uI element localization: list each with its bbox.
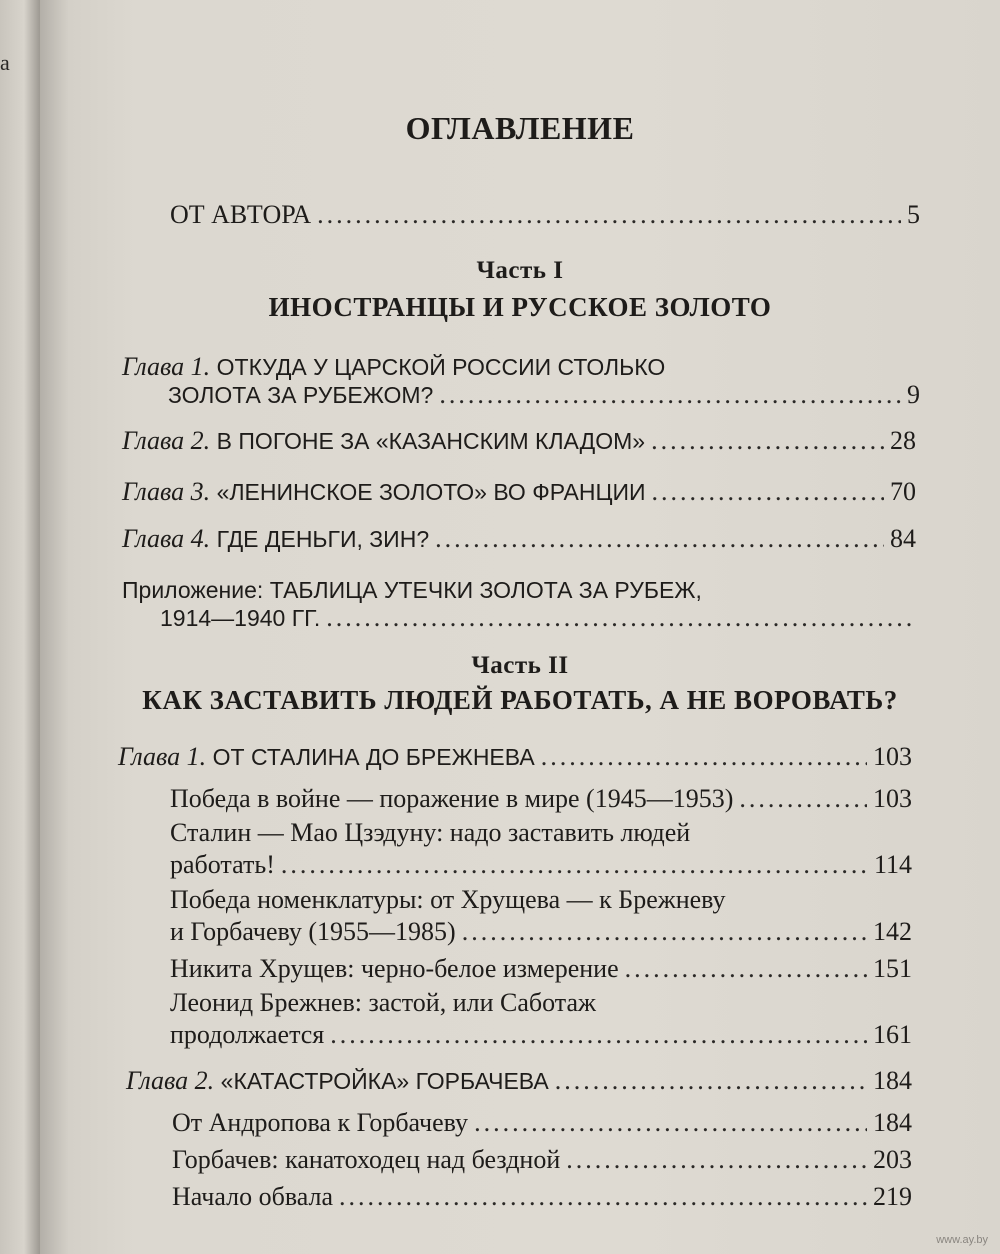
part-2-number: Часть II: [471, 652, 569, 679]
chapter-number: Глава 2.: [122, 426, 211, 455]
dot-leader: [339, 1182, 867, 1212]
toc-section-label: От Андропова к Горбачеву: [172, 1108, 469, 1137]
page-number: 5: [907, 200, 920, 229]
page-number: 114: [873, 850, 912, 879]
page-number: 184: [873, 1108, 912, 1137]
toc-entry-label: ЗОЛОТА ЗА РУБЕЖОМ?: [168, 382, 434, 408]
page-number: 203: [873, 1145, 912, 1174]
page-title: ОГЛАВЛЕНИЕ: [405, 110, 635, 146]
toc-section-label: Начало обвала: [172, 1182, 334, 1211]
toc-entry-label: «ЛЕНИНСКОЕ ЗОЛОТО» ВО ФРАНЦИИ: [216, 479, 646, 505]
toc-section-label: Никита Хрущев: черно-белое измерение: [170, 954, 619, 983]
watermark: www.ay.by: [936, 1234, 988, 1246]
dot-leader: [326, 603, 914, 633]
toc-entry-label: В ПОГОНЕ ЗА «КАЗАНСКИМ КЛАДОМ»: [216, 428, 646, 454]
page-number: 9: [907, 380, 920, 409]
toc-section-p2c1-s5[interactable]: [170, 1020, 912, 1050]
toc-entry-from-author[interactable]: [170, 200, 920, 230]
dot-leader: [439, 380, 901, 410]
chapter-number: Глава 1.: [122, 352, 211, 381]
toc-entry-label: ОТКУДА У ЦАРСКОЙ РОССИИ СТОЛЬКО: [216, 354, 666, 380]
toc-entry-part1-ch1-line1[interactable]: [122, 352, 665, 382]
dot-leader: [330, 1020, 867, 1050]
chapter-number: Глава 2.: [126, 1066, 215, 1095]
toc-section-p2c1-s2[interactable]: [170, 850, 912, 880]
toc-section-label: и Горбачеву (1955—1985): [170, 917, 456, 946]
toc-entry-appendix-line2[interactable]: [160, 603, 920, 633]
dot-leader: [566, 1145, 867, 1175]
page-number: 103: [873, 742, 912, 771]
dot-leader: [652, 477, 884, 507]
page-number: 70: [890, 477, 916, 506]
book-page: [40, 0, 1000, 1254]
part-2-title: КАК ЗАСТАВИТЬ ЛЮДЕЙ РАБОТАТЬ, А НЕ ВОРОВАТЬ?: [142, 685, 898, 715]
page-number: 28: [890, 426, 916, 455]
toc-section-p2c1-s5-line1[interactable]: Леонид Брежнев: застой, или Саботаж: [170, 988, 596, 1017]
page-number: 151: [873, 954, 912, 983]
toc-entry-label: ТАБЛИЦА УТЕЧКИ ЗОЛОТА ЗА РУБЕЖ,: [269, 577, 702, 603]
appendix-prefix: Приложение:: [122, 577, 264, 603]
toc-section-p2c1-s3[interactable]: [170, 917, 912, 947]
toc-entry-part2-ch2[interactable]: [126, 1066, 912, 1096]
left-page-fragment: а: [0, 50, 10, 75]
toc-section-label: Победа в войне — поражение в мире (1945—1953): [170, 784, 734, 813]
left-page-edge: [0, 0, 40, 1254]
toc-entry-appendix-line1[interactable]: [122, 575, 702, 605]
dot-leader: [435, 524, 884, 554]
page-number: 103: [873, 784, 912, 813]
page-number: 142: [873, 917, 912, 946]
toc-entry-part2-ch1[interactable]: [118, 742, 912, 772]
toc-entry-label: «КАТАСТРОЙКА» ГОРБАЧЕВА: [220, 1068, 549, 1094]
toc-section-p2c2-s3[interactable]: [172, 1182, 912, 1212]
part-1-number: Часть I: [476, 257, 564, 284]
part-1-title: ИНОСТРАНЦЫ И РУССКОЕ ЗОЛОТО: [268, 292, 772, 322]
dot-leader: [625, 954, 867, 984]
toc-section-p2c1-s2-line1[interactable]: Сталин — Мао Цзэдуну: надо заставить людей: [170, 818, 691, 847]
chapter-number: Глава 1.: [118, 742, 207, 771]
dot-leader: [317, 200, 901, 230]
dot-leader: [739, 784, 867, 814]
toc-entry-part1-ch1-line2[interactable]: [168, 380, 920, 410]
toc-entry-part1-ch4[interactable]: [122, 524, 916, 554]
page-number: 84: [890, 524, 916, 553]
page-number: 161: [873, 1020, 912, 1049]
toc-entry-part1-ch3[interactable]: [122, 477, 916, 507]
chapter-number: Глава 4.: [122, 524, 211, 553]
toc-section-label: работать!: [170, 850, 275, 879]
toc-entry-label: ГДЕ ДЕНЬГИ, ЗИН?: [216, 526, 430, 552]
toc-entry-part1-ch2[interactable]: [122, 426, 916, 456]
toc-section-p2c2-s1[interactable]: [172, 1108, 912, 1138]
dot-leader: [541, 742, 867, 772]
toc-section-label: продолжается: [170, 1020, 325, 1049]
toc-entry-label: 1914—1940 ГГ.: [160, 605, 321, 631]
dot-leader: [555, 1066, 867, 1096]
toc-section-p2c1-s3-line1[interactable]: Победа номенклатуры: от Хрущева — к Брежневу: [170, 885, 726, 914]
dot-leader: [474, 1108, 867, 1138]
dot-leader: [651, 426, 884, 456]
toc-section-label: Горбачев: канатоходец над бездной: [172, 1145, 561, 1174]
chapter-number: Глава 3.: [122, 477, 211, 506]
page-number: 184: [873, 1066, 912, 1095]
toc-section-p2c2-s2[interactable]: [172, 1145, 912, 1175]
toc-section-p2c1-s4[interactable]: [170, 954, 912, 984]
dot-leader: [281, 850, 868, 880]
dot-leader: [462, 917, 867, 947]
toc-entry-label: ОТ СТАЛИНА ДО БРЕЖНЕВА: [212, 744, 535, 770]
toc-entry-label: ОТ АВТОРА: [170, 200, 312, 229]
page-number: 219: [873, 1182, 912, 1211]
toc-section-p2c1-s1[interactable]: [170, 784, 912, 814]
